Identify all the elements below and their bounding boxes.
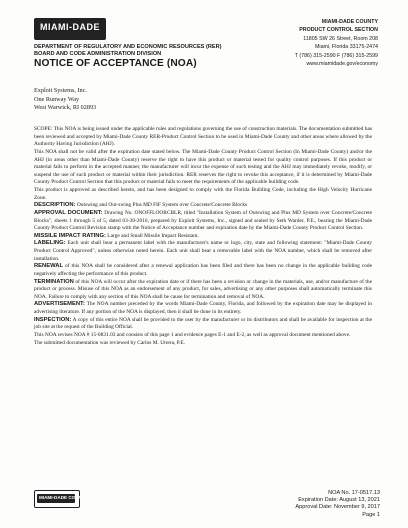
badge-text: MIAMI-DADE COUNTY (39, 495, 88, 500)
page-title: NOTICE OF ACCEPTANCE (NOA) (34, 58, 197, 69)
approval-text: Drawing No. ONOFFLOORCBLR, titled "Installation System of Outswing and Plus MD System over Concrete/Concrete Blocks", sheets 1 through 5 of 5, dated 03-30-2016, prepared by Exploit Systems, Inc., signed and sealed by Seth Warder, P.E., bearing the Miami-Dade County Product Control Revision stamp with the Notice of Acceptance number and expiration date by the Miami-Dade County Product Control Section. (34, 209, 372, 232)
contact-block (248, 18, 378, 68)
advertisement-text: The NOA number preceded by the words Miami-Dade County, Florida, and followed by the expiration date may be displayed in advertising literature. If any portion of the NOA is displayed, then it shall be done in its entirety. (34, 301, 372, 315)
approval-label: APPROVAL DOCUMENT: (34, 209, 103, 216)
county-badge (34, 490, 88, 508)
noa-number: NOA No. 17-0517.13 (328, 490, 380, 496)
reviewer-paragraph: The submitted documentation was reviewed by Carlos M. Utrera, P.E. (34, 339, 186, 346)
logo-arc-icon (82, 18, 106, 38)
termination-text: of this NOA will occur after the expiration date or if there has been a revision or change in the materials, use, and/or manufacture of the product or process. Misuse of this NOA as an endorsement of any product, for sales, advertising or any other purposes shall automatically terminate this NOA. Failure to comply with any section of this NOA shall be cause for termination and removal of NOA. (34, 278, 372, 300)
renewal-text: of this NOA shall be considered after a renewal application has been filed and there has been no change in the applicable building code negatively affecting the performance of this product. (34, 263, 372, 277)
street: One Runway Way (34, 95, 80, 103)
closing-paragraph: This NOA revises NOA # 15-0831.03 and consists of this page 1 and evidence pages E-1 and E-2, as well as approval document mentioned above. (34, 331, 351, 338)
impact-text: Large and Small Missile Impact Resistant. (107, 232, 199, 239)
noa-footer (295, 490, 380, 519)
expiration-date: Expiration Date: August 13, 2021 (298, 497, 380, 504)
description-text: Outswing and Out-swing Plus MD FIF System over Concrete/Concrete Blocks (76, 202, 248, 209)
termination-paragraph (34, 279, 372, 302)
labeling-paragraph (34, 240, 372, 263)
page-number: Page 1 (362, 511, 380, 518)
approval-paragraph (34, 210, 372, 233)
contact-line[interactable]: www.miamidade.gov/economy (306, 61, 378, 68)
notice-body (34, 126, 372, 347)
inspection-text: A copy of this entire NOA shall be provided to the user by the manufacturer or its distributors and shall be available for inspection at the job site at the request of the Building Official. (34, 316, 372, 331)
department-name: DEPARTMENT OF REGULATORY AND ECONOMIC RESOURCES (RER) (34, 44, 222, 50)
contact-line: Miami, Florida 33175-2474 (314, 44, 378, 51)
termination-label: TERMINATION (34, 278, 74, 285)
advertisement-label: ADVERTISEMENT: (34, 301, 85, 308)
city: West Warwick, RI 02893 (34, 104, 97, 112)
description-paragraph (34, 202, 372, 210)
approval-date: Approval Date: November 9, 2017 (295, 504, 380, 511)
recipient-address (34, 87, 96, 113)
scope-paragraph-3: This product is approved as described herein, and has been designed to comply with the Florida Building Code, including the High Velocity Hurricane Zone. (34, 187, 372, 201)
scope-paragraph: SCOPE: This NOA is being issued under the applicable rules and regulations governing the use of construction materials. The documentation submitted has been reviewed and accepted by Miami-Dade County RER-Product Control Section to be used in Miami-Dade County and other areas where allowed by the Authority Having Jurisdiction (AHJ). (34, 126, 372, 148)
miami-dade-logo (34, 18, 106, 40)
description-label: DESCRIPTION: (34, 202, 76, 209)
logo-text: MIAMI-DADE (40, 22, 100, 32)
contact-line: 11805 SW 26 Street, Room 208 (303, 35, 378, 42)
scope-paragraph-2: This NOA shall not be valid after the expiration date stated below. The Miami-Dade County Product Control Section (In Miami-Dade County) and/or the AHJ (in areas other than Miami-Dade County) reserve the right to have this product or material tested for quality control purposes. If this product or material fails to perform in the accepted manner, the manufacturer will incur the expense of such testing and the AHJ may immediately revoke, modify, or suspend the use of such product or material within their jurisdiction. RER reserves the right to revoke this acceptance, if it is determined by Miami-Dade County Product Control Section that this product or material fails to meet the requirements of the applicable building code. (34, 148, 372, 186)
division-name: BOARD AND CODE ADMINISTRATION DIVISION (34, 51, 162, 57)
renewal-paragraph (34, 263, 372, 278)
contact-line: PRODUCT CONTROL SECTION (299, 27, 378, 34)
labeling-text: Each unit shall bear a permanent label with the manufacturer's name or logo, city, state and following statement: "Miami-Dade County Product Control Approved", unless otherwise noted herein. Each unit shall bear a removable label with the NOA number, which shall be removed after installation. (34, 240, 372, 262)
advertisement-paragraph (34, 301, 372, 316)
inspection-label: INSPECTION: (34, 316, 72, 323)
department-heading (34, 44, 234, 58)
impact-label: MISSILE IMPACT RATING: (34, 232, 106, 239)
renewal-label: RENEWAL (34, 263, 63, 270)
inspection-paragraph (34, 317, 372, 332)
labeling-label: LABELING: (34, 240, 66, 247)
contact-line: T (786) 315-2590 F (786) 315-2599 (294, 52, 378, 59)
company-name: Exploit Systems, Inc. (34, 87, 87, 94)
contact-line: MIAMI-DADE COUNTY (321, 19, 378, 25)
